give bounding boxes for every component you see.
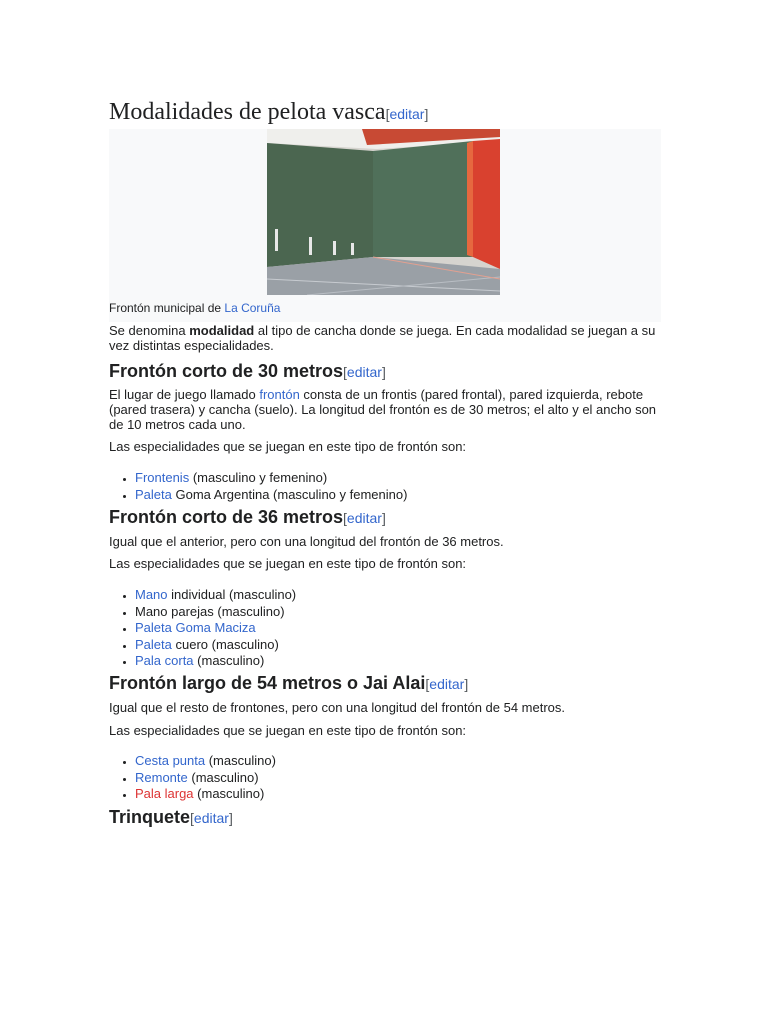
heading-fronton-36 <box>109 506 661 529</box>
caption-link[interactable]: La Coruña <box>224 301 281 315</box>
list-item <box>135 587 687 604</box>
list-item-link[interactable]: Mano <box>135 587 168 602</box>
list-item-link[interactable]: Paleta <box>135 636 172 652</box>
list-item-link[interactable]: Paleta Goma Maciza <box>135 620 256 635</box>
list-item-text: (masculino y femenino) <box>189 470 328 485</box>
heading-text: Trinquete <box>109 807 191 827</box>
heading-text: Frontón corto de 36 metros <box>109 507 344 527</box>
s2-list <box>109 587 687 670</box>
intro-bold: modalidad <box>189 323 255 338</box>
s3-specialties-intro: Las especialidades que se juegan en este tipo de frontón son: <box>109 723 467 738</box>
list-item <box>135 653 687 670</box>
edit-link[interactable]: editar <box>346 364 382 380</box>
edit-section-link: [editar] <box>343 510 386 526</box>
s1-list <box>109 470 687 503</box>
list-item <box>135 786 687 803</box>
edit-section-link: [editar] <box>385 106 429 122</box>
intro-paragraph <box>109 323 661 353</box>
s2-specialties-intro: Las especialidades que se juegan en este tipo de frontón son: <box>109 556 467 571</box>
edit-link[interactable]: editar <box>429 676 465 692</box>
fronton-link[interactable]: frontón <box>259 387 300 402</box>
list-item <box>135 604 687 621</box>
heading-text: Frontón largo de 54 metros o Jai Alai <box>109 673 426 693</box>
list-item-link[interactable]: Pala corta <box>135 653 194 668</box>
list-item-link[interactable]: Remonte <box>135 769 188 785</box>
heading-fronton-54 <box>109 672 661 695</box>
list-item-link[interactable]: Paleta <box>135 486 172 502</box>
s3-list <box>109 753 687 803</box>
heading-fronton-30 <box>109 360 661 383</box>
list-item-link[interactable]: Cesta punta <box>135 753 206 768</box>
edit-link[interactable]: editar <box>193 810 229 826</box>
list-item-text: Goma Argentina (masculino y femenino) <box>171 486 408 502</box>
list-item-text: (masculino) <box>193 653 265 668</box>
s3-paragraph: Igual que el resto de frontones, pero con una longitud del frontón de 54 metros. <box>109 700 566 715</box>
list-item-redlink[interactable]: Pala larga <box>135 786 194 801</box>
list-item-text: (masculino) <box>193 786 265 801</box>
edit-link[interactable]: editar <box>346 510 382 526</box>
list-item <box>135 470 687 487</box>
list-item <box>135 620 687 637</box>
list-item-link[interactable]: Frontenis <box>135 470 190 485</box>
list-item-text: cuero (masculino) <box>171 636 279 652</box>
s1-p1-pre: El lugar de juego llamado <box>109 387 260 402</box>
page-title-text: Modalidades de pelota vasca <box>109 99 386 125</box>
edit-section-link: [editar] <box>343 364 386 380</box>
s1-specialties-intro: Las especialidades que se juegan en este tipo de frontón son: <box>109 439 467 454</box>
figure-box <box>109 129 661 322</box>
list-item-text: individual (masculino) <box>167 587 297 602</box>
fronton-photo[interactable] <box>267 129 500 295</box>
intro-pre: Se denomina <box>109 323 190 338</box>
list-item-text: Mano parejas (masculino) <box>135 603 285 619</box>
heading-trinquete <box>109 806 661 829</box>
page-title <box>109 98 661 131</box>
list-item <box>135 637 687 654</box>
s2-paragraph: Igual que el anterior, pero con una longitud del frontón de 36 metros. <box>109 534 504 549</box>
list-item-text: (masculino) <box>187 769 259 785</box>
edit-link[interactable]: editar <box>389 106 425 122</box>
list-item <box>135 753 687 770</box>
intro-post: al tipo de cancha donde se juega. En cada modalidad se juegan a su vez distintas especialidades. <box>109 323 656 353</box>
heading-text: Frontón corto de 30 metros <box>109 361 344 381</box>
caption-text: Frontón municipal de <box>109 301 225 315</box>
list-item <box>135 487 687 504</box>
edit-section-link: [editar] <box>425 676 469 692</box>
list-item <box>135 770 687 787</box>
s1-p1-post: consta de un frontis (pared frontal), pared izquierda, rebote (pared trasera) y cancha (suelo). La longitud del frontón es de 30 metros; el alto y el ancho son de 10 metros cada uno. <box>109 387 657 432</box>
list-item-text: (masculino) <box>205 753 276 768</box>
figure-caption <box>109 301 280 315</box>
s1-paragraph <box>109 387 661 432</box>
edit-section-link: [editar] <box>190 810 233 826</box>
